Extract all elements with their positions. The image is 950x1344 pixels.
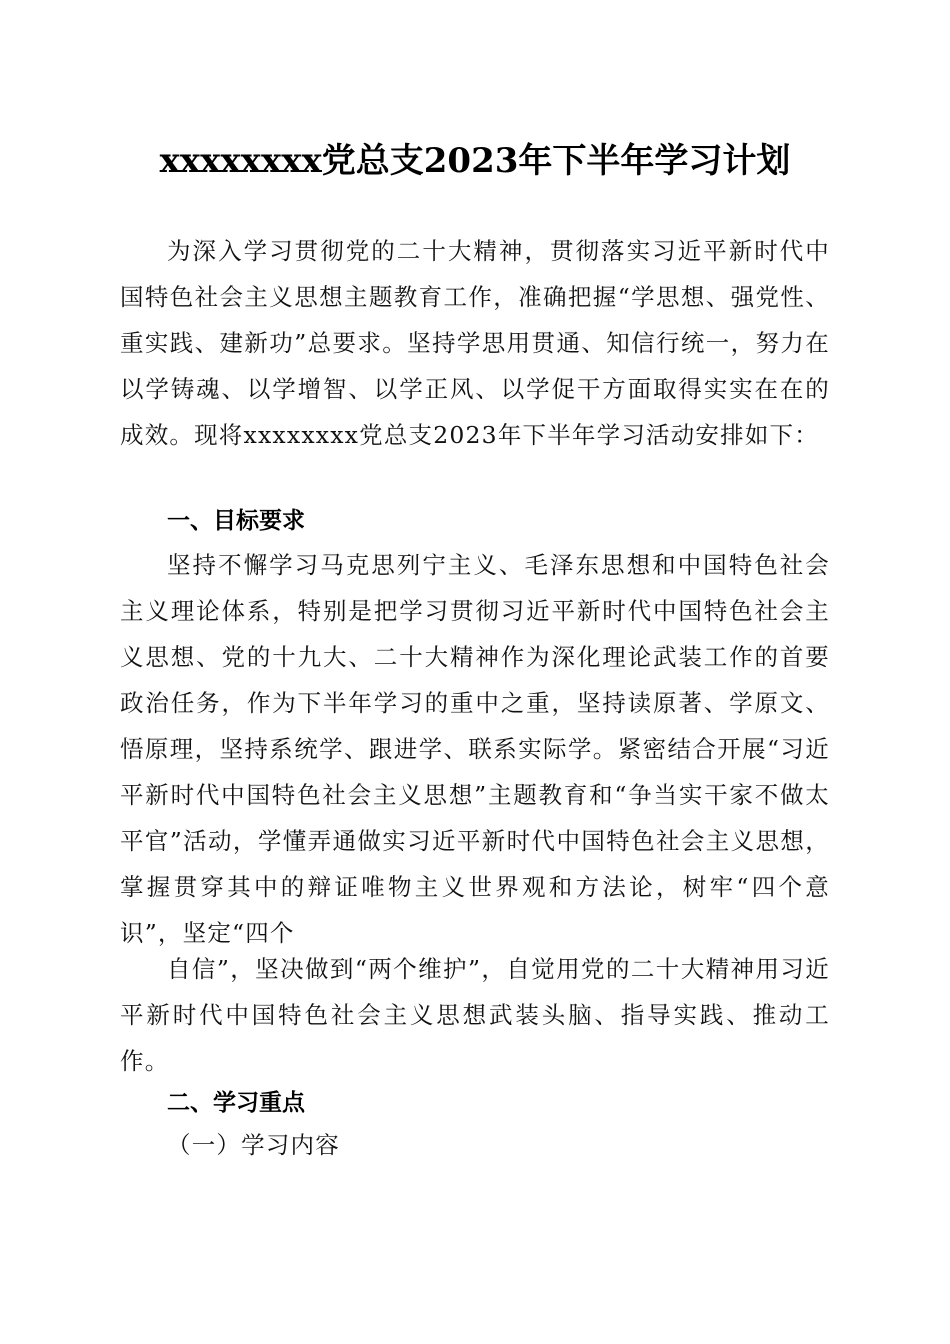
document-title: xxxxxxxx党总支2023年下半年学习计划 [159,141,791,181]
section-heading-study-focus: 二、学习重点 [167,1090,305,1116]
goals-paragraph: 坚持不懈学习马克思列宁主义、毛泽东思想和中国特色社会主义理论体系，特别是把学习贯彻习近平新时代中国特色社会主义思想、党的十九大、二十大精神作为深化理论武装工作的首要政治任务，作为下半年学习的重中之重，坚持读原著、学原文、悟原理，坚持系统学、跟进学、联系实际学。紧密结合开展“习近平新时代中国特色社会主义思想”主题教育和“争当实干家不做太平官”活动，学懂弄通做实习近平新时代中国特色社会主义思想，掌握贯穿其中的辩证唯物主义世界观和方法论，树牢“四个意识”，坚定“四个 [120,551,830,947]
goals-paragraph-continued: 自信”，坚决做到“两个维护”，自觉用党的二十大精神用习近平新时代中国特色社会主义思想武装头脑、指导实践、推动工作。 [120,955,830,1075]
intro-paragraph: 为深入学习贯彻党的二十大精神，贯彻落实习近平新时代中国特色社会主义思想主题教育工作，准确把握“学思想、强党性、重实践、建新功”总要求。坚持学思用贯通、知信行统一，努力在以学铸魂、以学增智、以学正风、以学促干方面取得实实在在的成效。现将xxxxxxxx党总支2023年下半年学习活动安排如下： [120,237,830,449]
subsection-heading-study-content: （一）学习内容 [167,1131,340,1159]
section-heading-goals: 一、目标要求 [167,508,305,534]
